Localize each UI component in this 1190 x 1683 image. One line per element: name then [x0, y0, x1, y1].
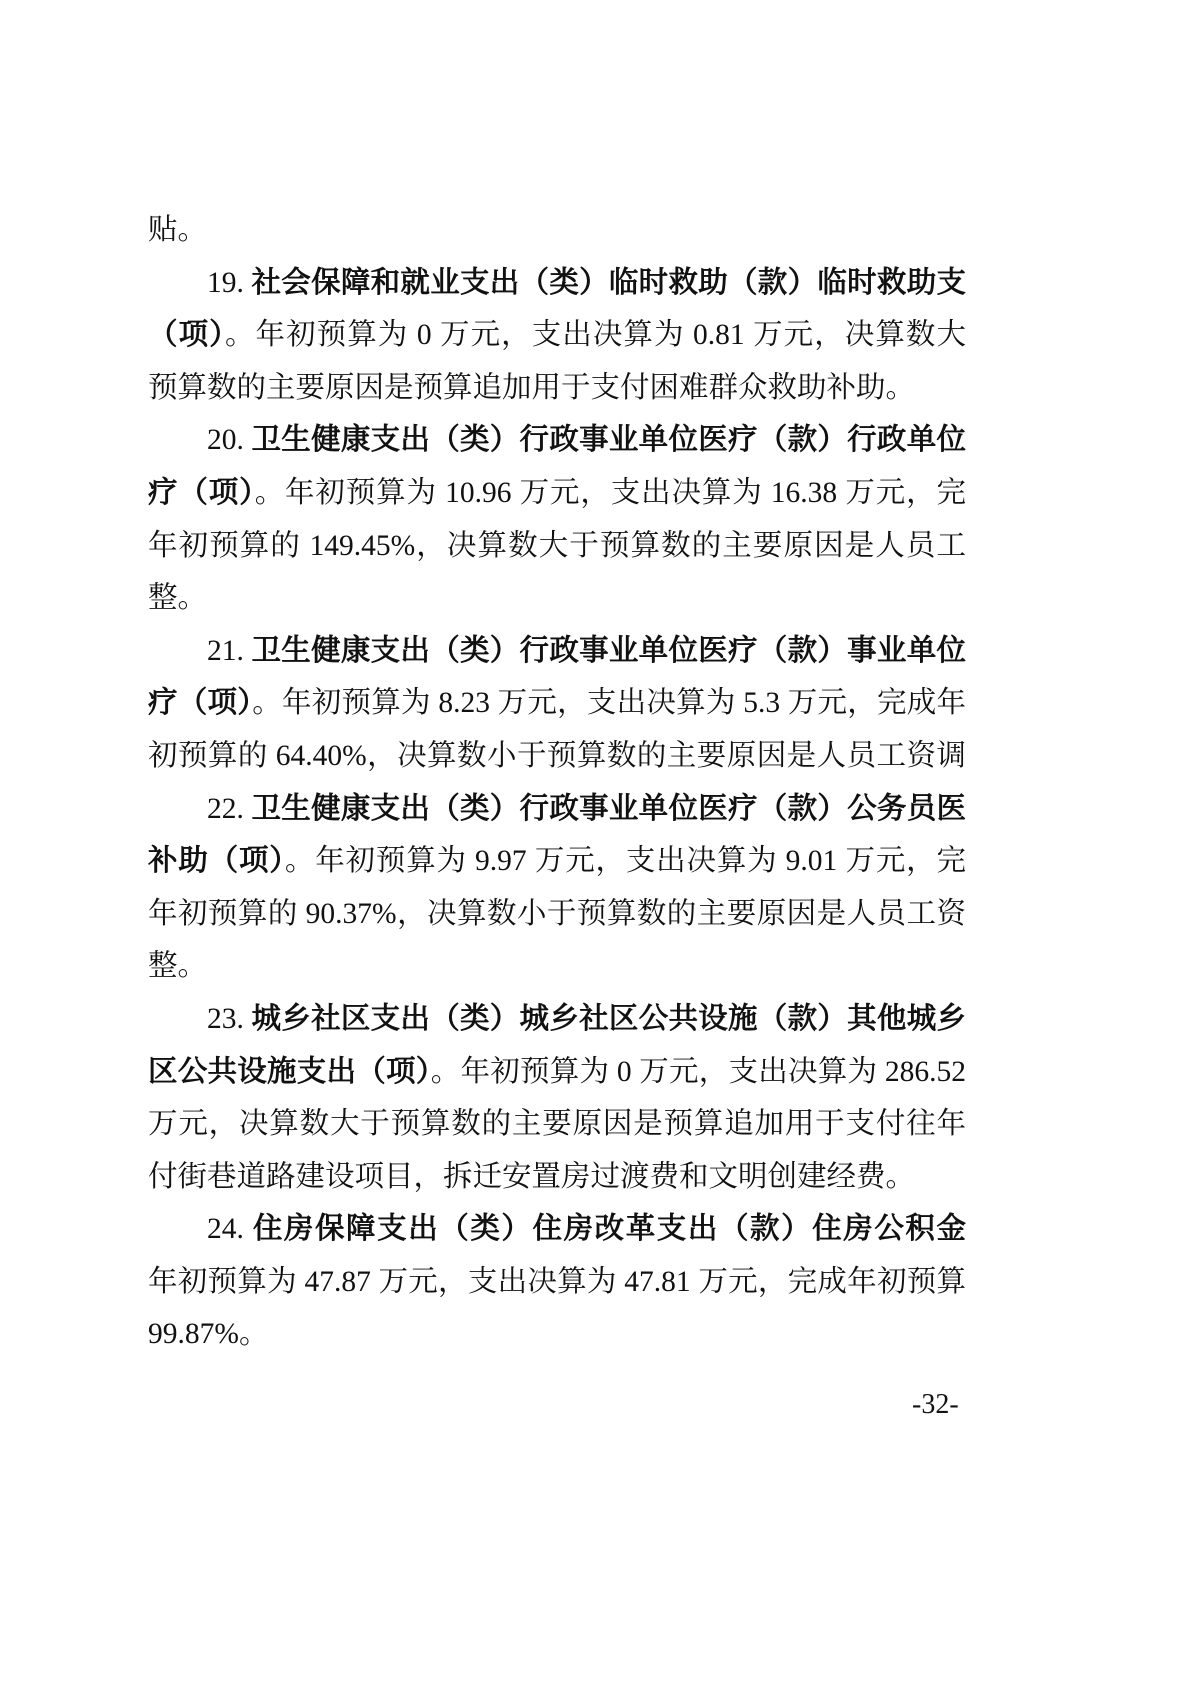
body-text: 整。: [148, 582, 208, 615]
body-text: 贴。: [148, 214, 208, 246]
item-heading-text: 卫生健康支出（类）行政事业单位医疗（款）公务员医: [251, 792, 966, 825]
text-line: [148, 572, 966, 625]
item-heading-text: （项）: [148, 319, 225, 352]
text-line: [148, 1256, 966, 1309]
text-line: [148, 1151, 966, 1204]
text-line: [148, 1098, 966, 1151]
item-heading-text: 卫生健康支出（类）行政事业单位医疗（款）事业单位: [251, 634, 966, 667]
text-line: [148, 520, 966, 573]
item-heading-text: 疗（项）: [148, 687, 253, 720]
body-text: 预算数的主要原因是预算追加用于支付困难群众救助补助。: [148, 371, 916, 404]
item-heading-text: 补助（项）: [148, 845, 285, 878]
body-text: 24.: [207, 1213, 253, 1246]
body-text: 21.: [207, 634, 252, 667]
body-text: 23.: [207, 1002, 252, 1035]
page-number: -32-: [912, 1389, 959, 1420]
text-line: [148, 783, 966, 836]
body-text: 。年初预算为 9.97 万元，支出决算为 9.01 万元，完: [284, 845, 966, 878]
body-text: 付街巷道路建设项目，拆迁安置房过渡费和文明创建经费。: [148, 1160, 916, 1193]
document-body: [148, 204, 966, 1361]
text-line: [148, 362, 966, 415]
item-heading-text: 卫生健康支出（类）行政事业单位医疗（款）行政单位: [251, 424, 966, 457]
item-heading-text: 城乡社区支出（类）城乡社区公共设施（款）其他城乡: [251, 1002, 966, 1035]
body-text: 年初预算的 149.45%，决算数大于预算数的主要原因是人员工: [148, 529, 966, 562]
text-line: [148, 414, 966, 467]
item-heading-text: 疗（项）: [148, 476, 255, 509]
body-text: 初预算的 64.40%，决算数小于预算数的主要原因是人员工资调: [148, 739, 966, 772]
item-heading-text: 住房保障支出（类）住房改革支出（款）住房公积金: [252, 1213, 966, 1246]
body-text: 年初预算的 90.37%，决算数小于预算数的主要原因是人员工资: [148, 897, 966, 930]
text-line: [148, 730, 966, 783]
body-text: 年初预算为 47.87 万元，支出决算为 47.81 万元，完成年初预算: [148, 1265, 966, 1298]
item-heading-text: 社会保障和就业支出（类）临时救助（款）临时救助支: [251, 266, 966, 299]
text-line: [148, 1308, 966, 1361]
text-line: [148, 677, 966, 730]
body-text: 整。: [148, 950, 208, 983]
text-line: [148, 204, 966, 257]
body-text: 。年初预算为 10.96 万元，支出决算为 16.38 万元，完: [254, 476, 966, 509]
text-line: [148, 467, 966, 520]
body-text: 99.87%。: [148, 1318, 269, 1351]
text-line: [148, 940, 966, 993]
body-text: 万元，决算数大于预算数的主要原因是预算追加用于支付往年: [148, 1108, 966, 1141]
text-line: [148, 993, 966, 1046]
body-text: 20.: [207, 424, 252, 457]
body-text: 。年初预算为 0 万元，支出决算为 0.81 万元，决算数大: [224, 319, 966, 352]
body-text: 22.: [207, 792, 252, 825]
text-line: [148, 309, 966, 362]
text-line: [148, 257, 966, 310]
text-line: [148, 835, 966, 888]
body-text: 。年初预算为 8.23 万元，支出决算为 5.3 万元，完成年: [252, 687, 966, 720]
text-line: [148, 1203, 966, 1256]
body-text: 。年初预算为 0 万元，支出决算为 286.52: [430, 1055, 966, 1088]
text-line: [148, 888, 966, 941]
item-heading-text: 区公共设施支出（项）: [148, 1055, 431, 1088]
text-line: [148, 625, 966, 678]
text-line: [148, 1046, 966, 1099]
body-text: 19.: [207, 266, 252, 299]
